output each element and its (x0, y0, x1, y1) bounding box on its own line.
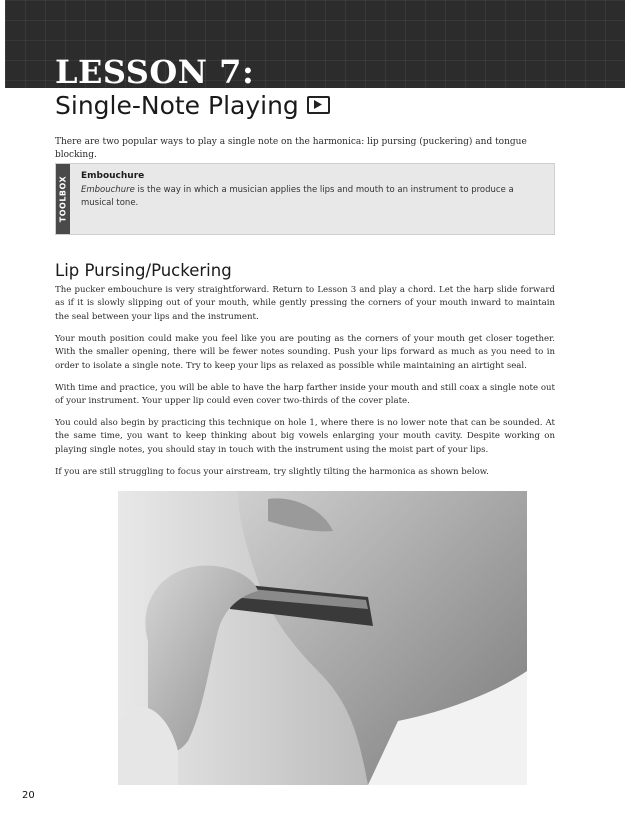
body-paragraph: If you are still struggling to focus your airstream, try slightly tilting the harmonica as shown below. (55, 467, 489, 477)
body-paragraph: You could also begin by practicing this technique on hole 1, where there is no lower note that can be sounded. At the same time, you want to keep thinking about big vowels enlarging your mouth cavity. Despite working on playing single notes, you should stay in touch with the instrument using the moist part of your lips. (55, 418, 555, 455)
play-video-icon[interactable] (307, 96, 330, 114)
body-paragraph: With time and practice, you will be able to have the harp farther inside your mouth and still coax a single note out of your instrument. Your upper lip could even cover two-thirds of the cover plate. (55, 383, 555, 407)
lesson-title (55, 89, 330, 123)
harmonica-photo-illustration (118, 491, 527, 785)
toolbox-definition-text: is the way in which a musician applies the lips and mouth to an instrument to produce a musical tone. (81, 185, 514, 208)
toolbox-definition (81, 184, 549, 209)
body-paragraph: Your mouth position could make you feel like you are pouting as the corners of your mouth get closer together. With the smaller opening, there will be fewer notes sounding. Push your lips forward as much as you need to in order to isolate a single note. Try to keep your lips as relaxed as possible while maintaining an airtight seal. (55, 334, 555, 371)
toolbox-heading: Embouchure (81, 171, 145, 181)
intro-paragraph: There are two popular ways to play a single note on the harmonica: lip pursing (puckering) and tongue blocking. (55, 137, 527, 160)
section-heading: Lip Pursing/Puckering (55, 261, 232, 280)
toolbox-tab (56, 164, 70, 234)
harmonica-photo (118, 491, 527, 785)
toolbox-tab-label: TOOLBOX (58, 175, 68, 223)
toolbox-term: Embouchure (81, 185, 135, 195)
lesson-label: LESSON 7: (55, 53, 255, 91)
body-paragraph: The pucker embouchure is very straightforward. Return to Lesson 3 and play a chord. Let the harp slide forward as if it is slowly slipping out of your mouth, while gently pressing the corners of your mouth inward to maintain the seal between your lips and the instrument. (55, 285, 555, 322)
page-number: 20 (22, 790, 35, 801)
toolbox-callout (55, 163, 555, 235)
lesson-title-text: Single-Note Playing (55, 91, 299, 120)
